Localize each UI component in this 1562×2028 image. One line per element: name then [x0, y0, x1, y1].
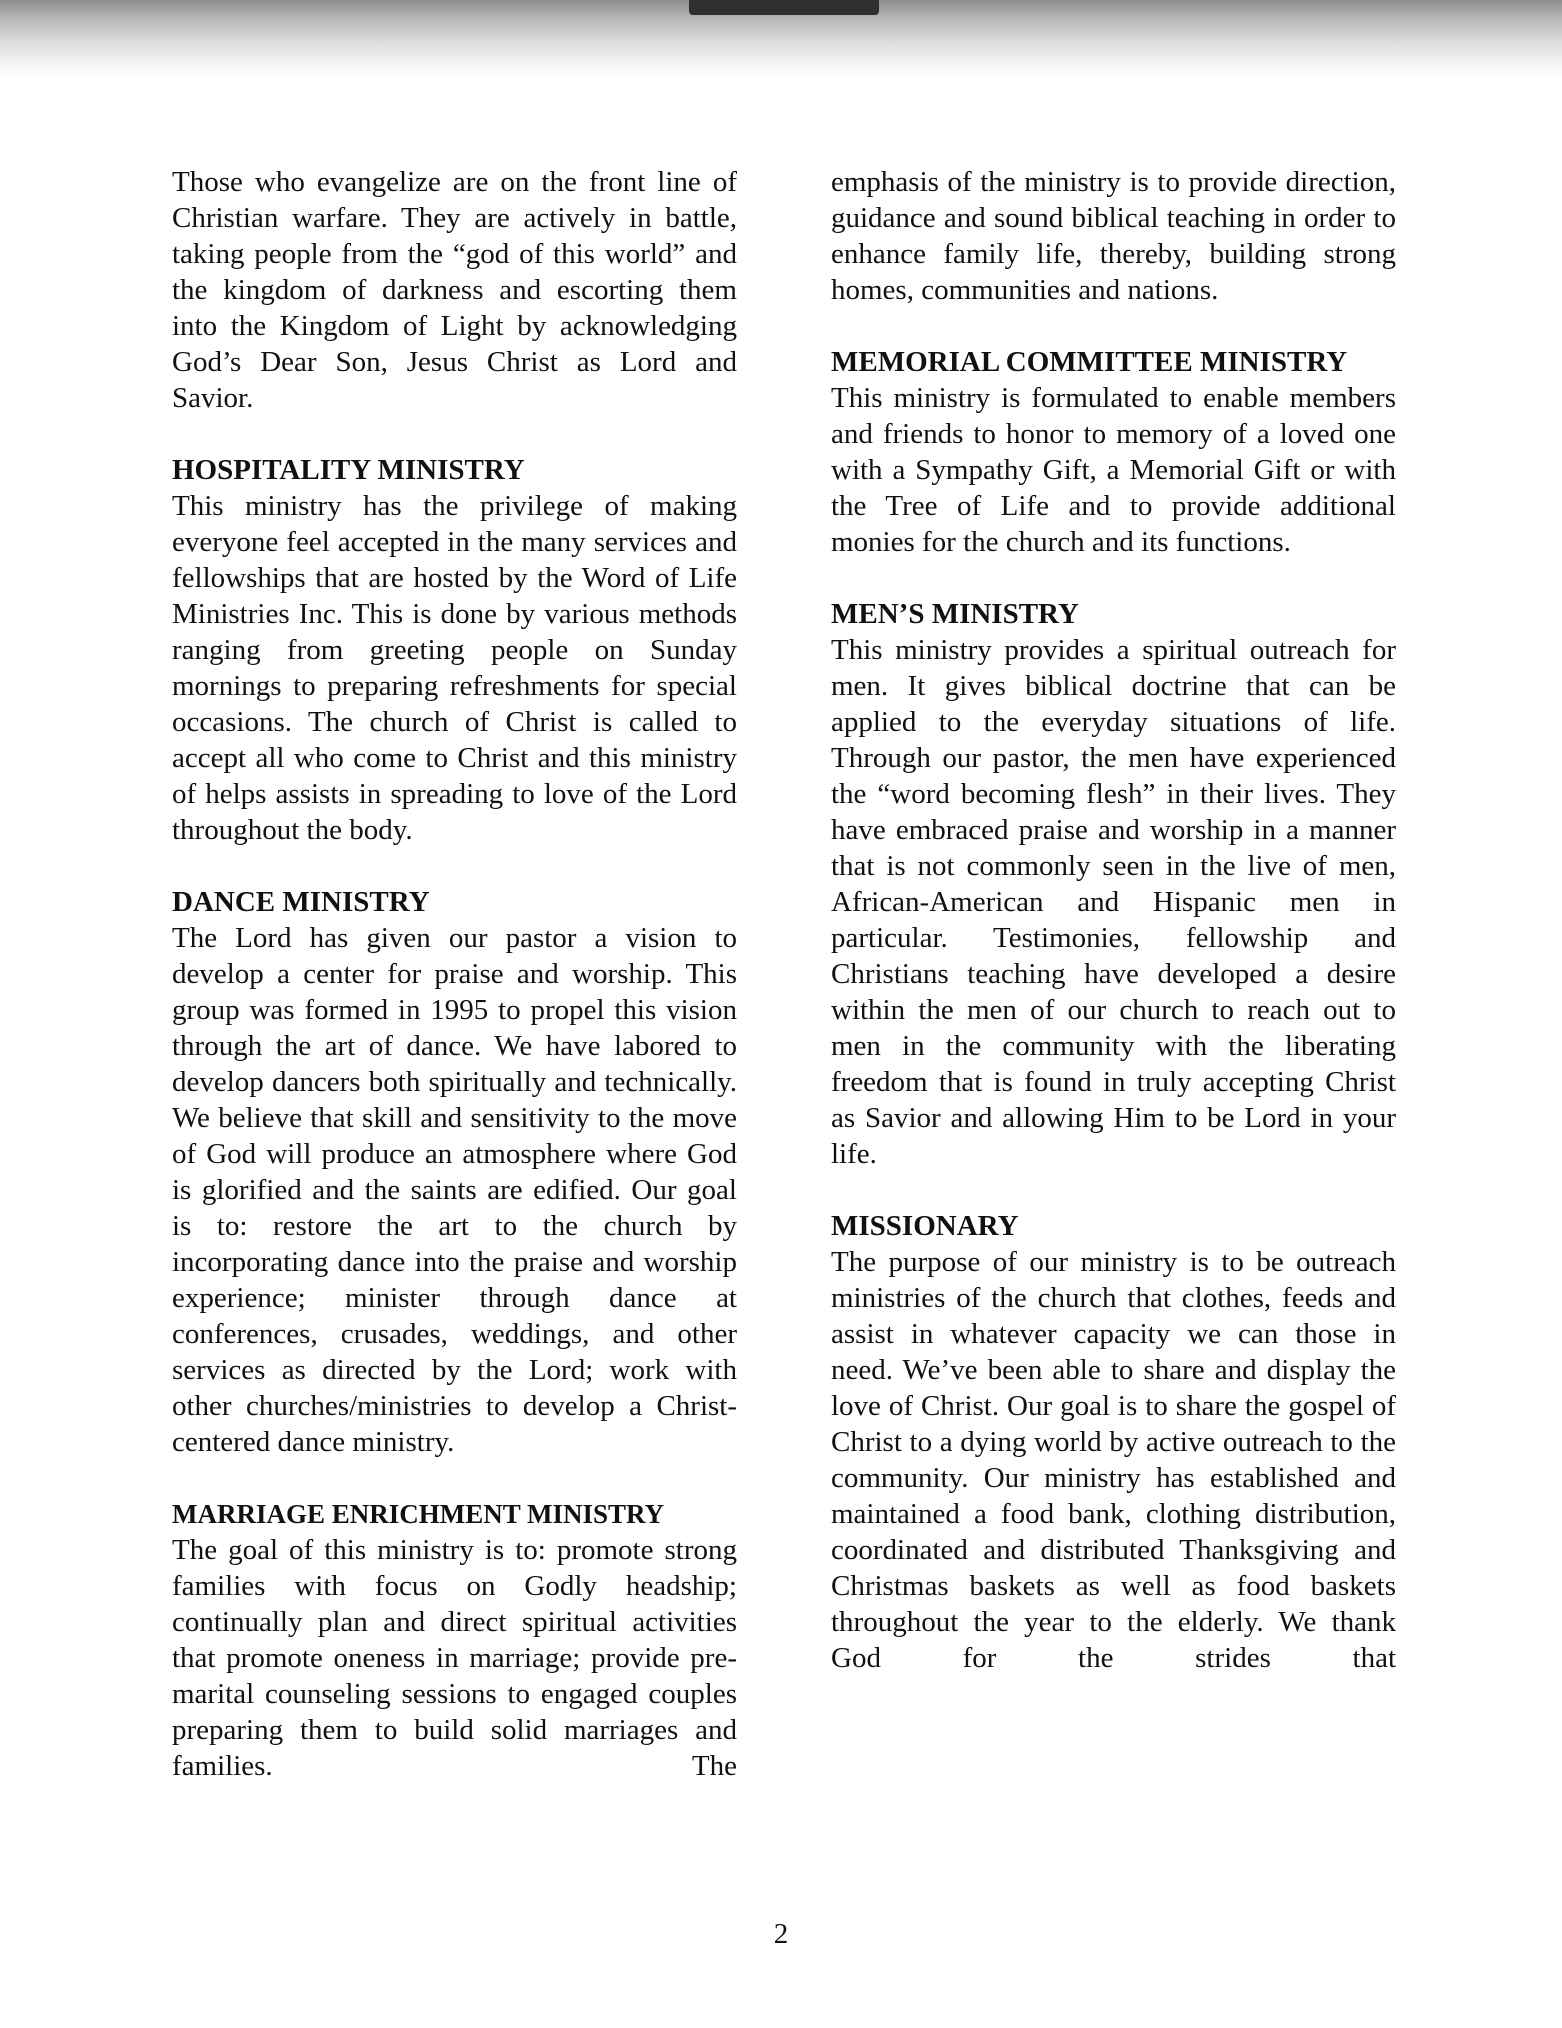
mens-ministry-heading: MEN’S MINISTRY: [831, 598, 1079, 630]
marriage-enrichment-ministry-body: The goal of this ministry is to: promote strong families with focus on Godly headship; continually plan and direct spiritual activities that promote oneness in marriage; provide pre-marital counseling sessions to engaged couples preparing them to build solid marriages and families. The: [172, 1534, 737, 1782]
mens-ministry-body: This ministry provides a spiritual outreach for men. It gives biblical doctrine that can be applied to the everyday situations of life. Through our pastor, the men have experienced the “word becoming flesh” in their lives. They have embraced praise and worship in a manner that is not commonly seen in the live of men, African-American and Hispanic men in particular. Testimonies, fellowship and Christians teaching have developed a desire within the men of our church to reach out to men in the community with the liberating freedom that is found in truly accepting Christ as Savior and allowing Him to be Lord in your life.: [831, 634, 1396, 1170]
marriage-enrichment-ministry-heading: MARRIAGE ENRICHMENT MINISTRY: [172, 1499, 665, 1529]
viewer-toolbar-tab[interactable]: [689, 0, 879, 15]
paragraph-gap: [172, 416, 737, 452]
hospitality-ministry-heading: HOSPITALITY MINISTRY: [172, 454, 525, 486]
paragraph-gap: [172, 848, 737, 884]
intro-paragraph: Those who evangelize are on the front line of Christian warfare. They are actively in battle, taking people from the “god of this world” and the kingdom of darkness and escorting them into the Kingdom of Light by acknowledging God’s Dear Son, Jesus Christ as Lord and Savior.: [172, 166, 737, 414]
missionary-heading: MISSIONARY: [831, 1210, 1019, 1242]
page-number: 2: [773, 1918, 789, 1950]
paragraph-gap: [172, 1460, 737, 1496]
continuation-paragraph: emphasis of the ministry is to provide direction, guidance and sound biblical teaching in order to enhance family life, thereby, building strong homes, communities and nations.: [831, 166, 1396, 306]
hospitality-ministry-body: This ministry has the privilege of making everyone feel accepted in the many services and fellowships that are hosted by the Word of Life Ministries Inc. This is done by various methods ranging from greeting people on Sunday mornings to preparing refreshments for special occasions. The church of Christ is called to accept all who come to Christ and this ministry of helps assists in spreading to love of the Lord throughout the body.: [172, 490, 737, 846]
paragraph-gap: [831, 308, 1396, 344]
dance-ministry-body: The Lord has given our pastor a vision to develop a center for praise and worship. This group was formed in 1995 to propel this vision through the art of dance. We have labored to develop dancers both spiritually and technically. We believe that skill and sensitivity to the move of God will produce an atmosphere where God is glorified and the saints are edified. Our goal is to: restore the art to the church by incorporating dance into the praise and worship experience; minister through dance at conferences, crusades, weddings, and other services as directed by the Lord; work with other churches/ministries to develop a Christ-centered dance ministry.: [172, 922, 737, 1458]
paragraph-gap: [831, 1172, 1396, 1208]
memorial-committee-ministry-heading: MEMORIAL COMMITTEE MINISTRY: [831, 346, 1348, 378]
memorial-committee-ministry-body: This ministry is formulated to enable members and friends to honor to memory of a loved one with a Sympathy Gift, a Memorial Gift or with the Tree of Life and to provide additional monies for the church and its functions.: [831, 382, 1396, 558]
paragraph-gap: [831, 560, 1396, 596]
right-column: [831, 164, 1396, 1676]
dance-ministry-heading: DANCE MINISTRY: [172, 886, 430, 918]
missionary-body: The purpose of our ministry is to be outreach ministries of the church that clothes, feeds and assist in whatever capacity we can those in need. We’ve been able to share and display the love of Christ. Our goal is to share the gospel of Christ to a dying world by active outreach to the community. Our ministry has established and maintained a food bank, clothing distribution, coordinated and distributed Thanksgiving and Christmas baskets as well as food baskets throughout the year to the elderly. We thank God for the strides that: [831, 1246, 1396, 1674]
left-column: [172, 164, 737, 1784]
